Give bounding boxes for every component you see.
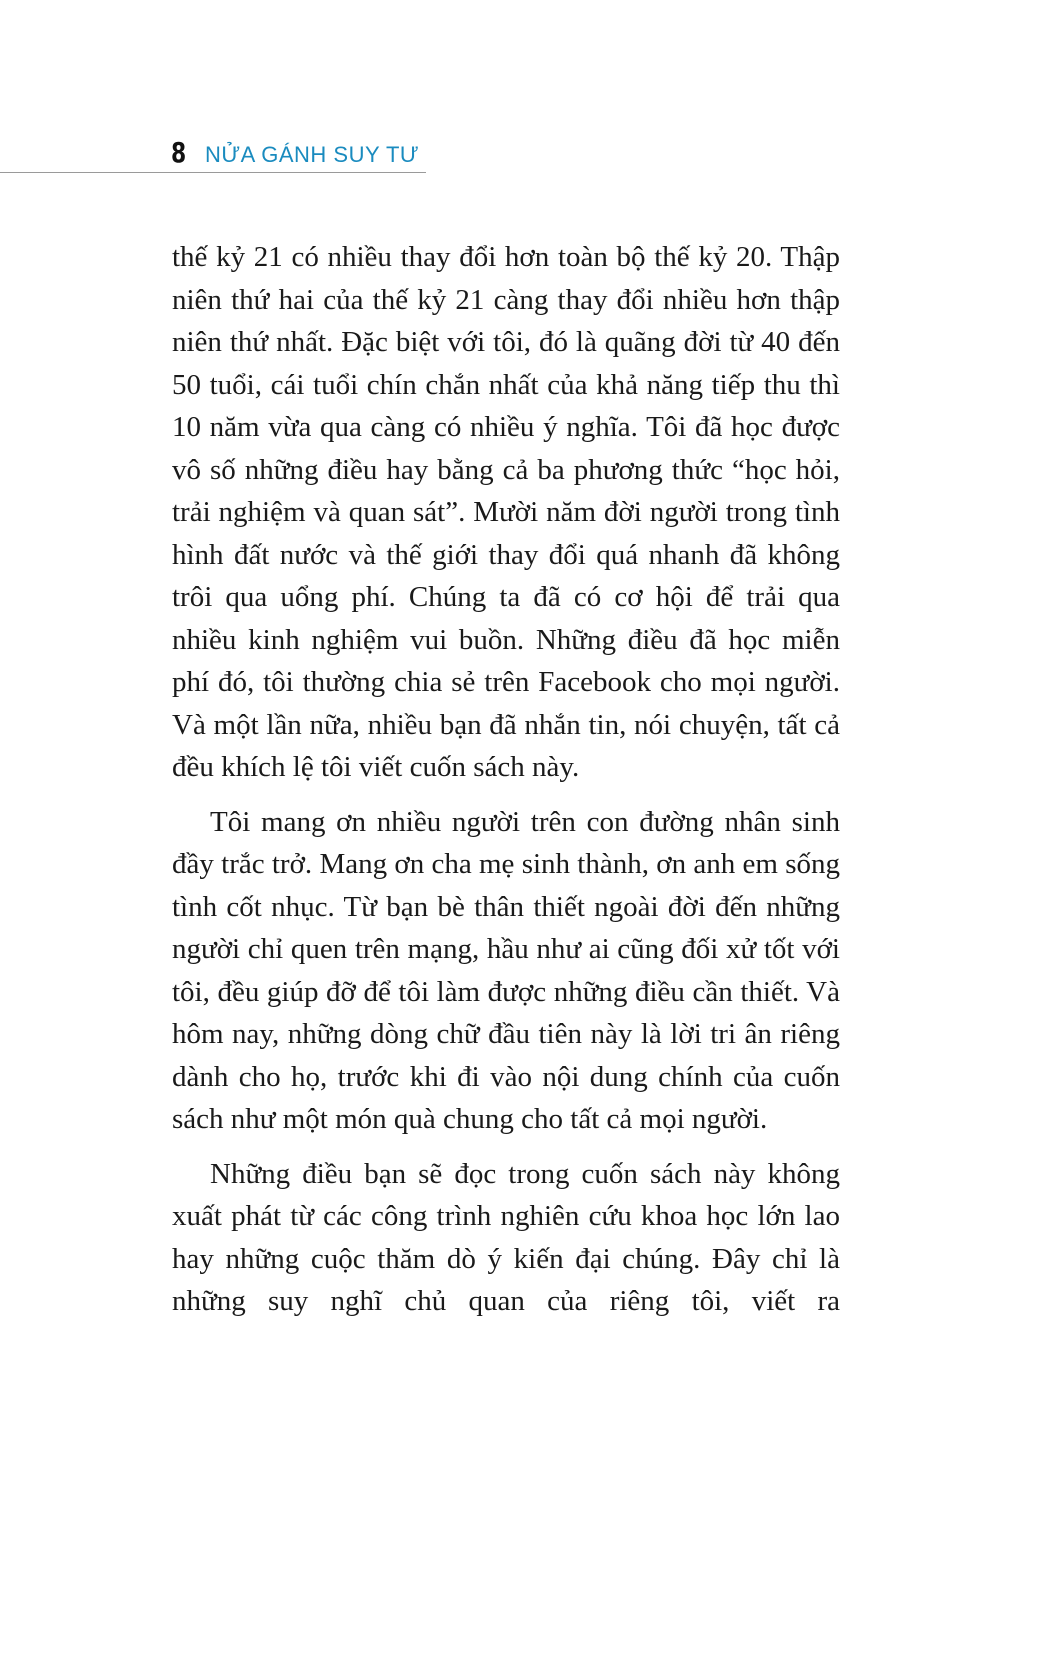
- paragraph: Những điều bạn sẽ đọc trong cuốn sách này không xuất phát từ các công trình nghiên cứu khoa học lớn lao hay những cuộc thăm dò ý kiến đại chúng. Đây chỉ là những suy nghĩ chủ quan của riêng tôi, viết ra: [172, 1157, 840, 1317]
- running-header: [0, 138, 426, 173]
- running-title: NỬA GÁNH SUY TƯ: [205, 142, 420, 167]
- page-number: 8: [171, 136, 187, 169]
- body-text: [172, 236, 840, 1323]
- paragraph: thế kỷ 21 có nhiều thay đổi hơn toàn bộ thế kỷ 20. Thập niên thứ hai của thế kỷ 21 càng thay đổi nhiều hơn thập niên thứ nhất. Đặc biệt với tôi, đó là quãng đời từ 40 đến 50 tuổi, cái tuổi chín chắn nhất của khả năng tiếp thu thì 10 năm vừa qua càng có nhiều ý nghĩa. Tôi đã học được vô số những điều hay bằng cả ba phương thức “học hỏi, trải nghiệm và quan sát”. Mười năm đời người trong tình hình đất nước và thế giới thay đổi quá nhanh đã không trôi qua uổng phí. Chúng ta đã có cơ hội để trải qua nhiều kinh nghiệm vui buồn. Những điều đã học miễn phí đó, tôi thường chia sẻ trên Facebook cho mọi người. Và một lần nữa, nhiều bạn đã nhắn tin, nói chuyện, tất cả đều khích lệ tôi viết cuốn sách này.: [172, 241, 840, 783]
- paragraph: Tôi mang ơn nhiều người trên con đường nhân sinh đầy trắc trở. Mang ơn cha mẹ sinh thành, ơn anh em sống tình cốt nhục. Từ bạn bè thân thiết ngoài đời đến những người chỉ quen trên mạng, hầu như ai cũng đối xử tốt với tôi, đều giúp đỡ để tôi làm được những điều cần thiết. Và hôm nay, những dòng chữ đầu tiên này là lời tri ân riêng dành cho họ, trước khi đi vào nội dung chính của cuốn sách như một món quà chung cho tất cả mọi người.: [172, 805, 840, 1135]
